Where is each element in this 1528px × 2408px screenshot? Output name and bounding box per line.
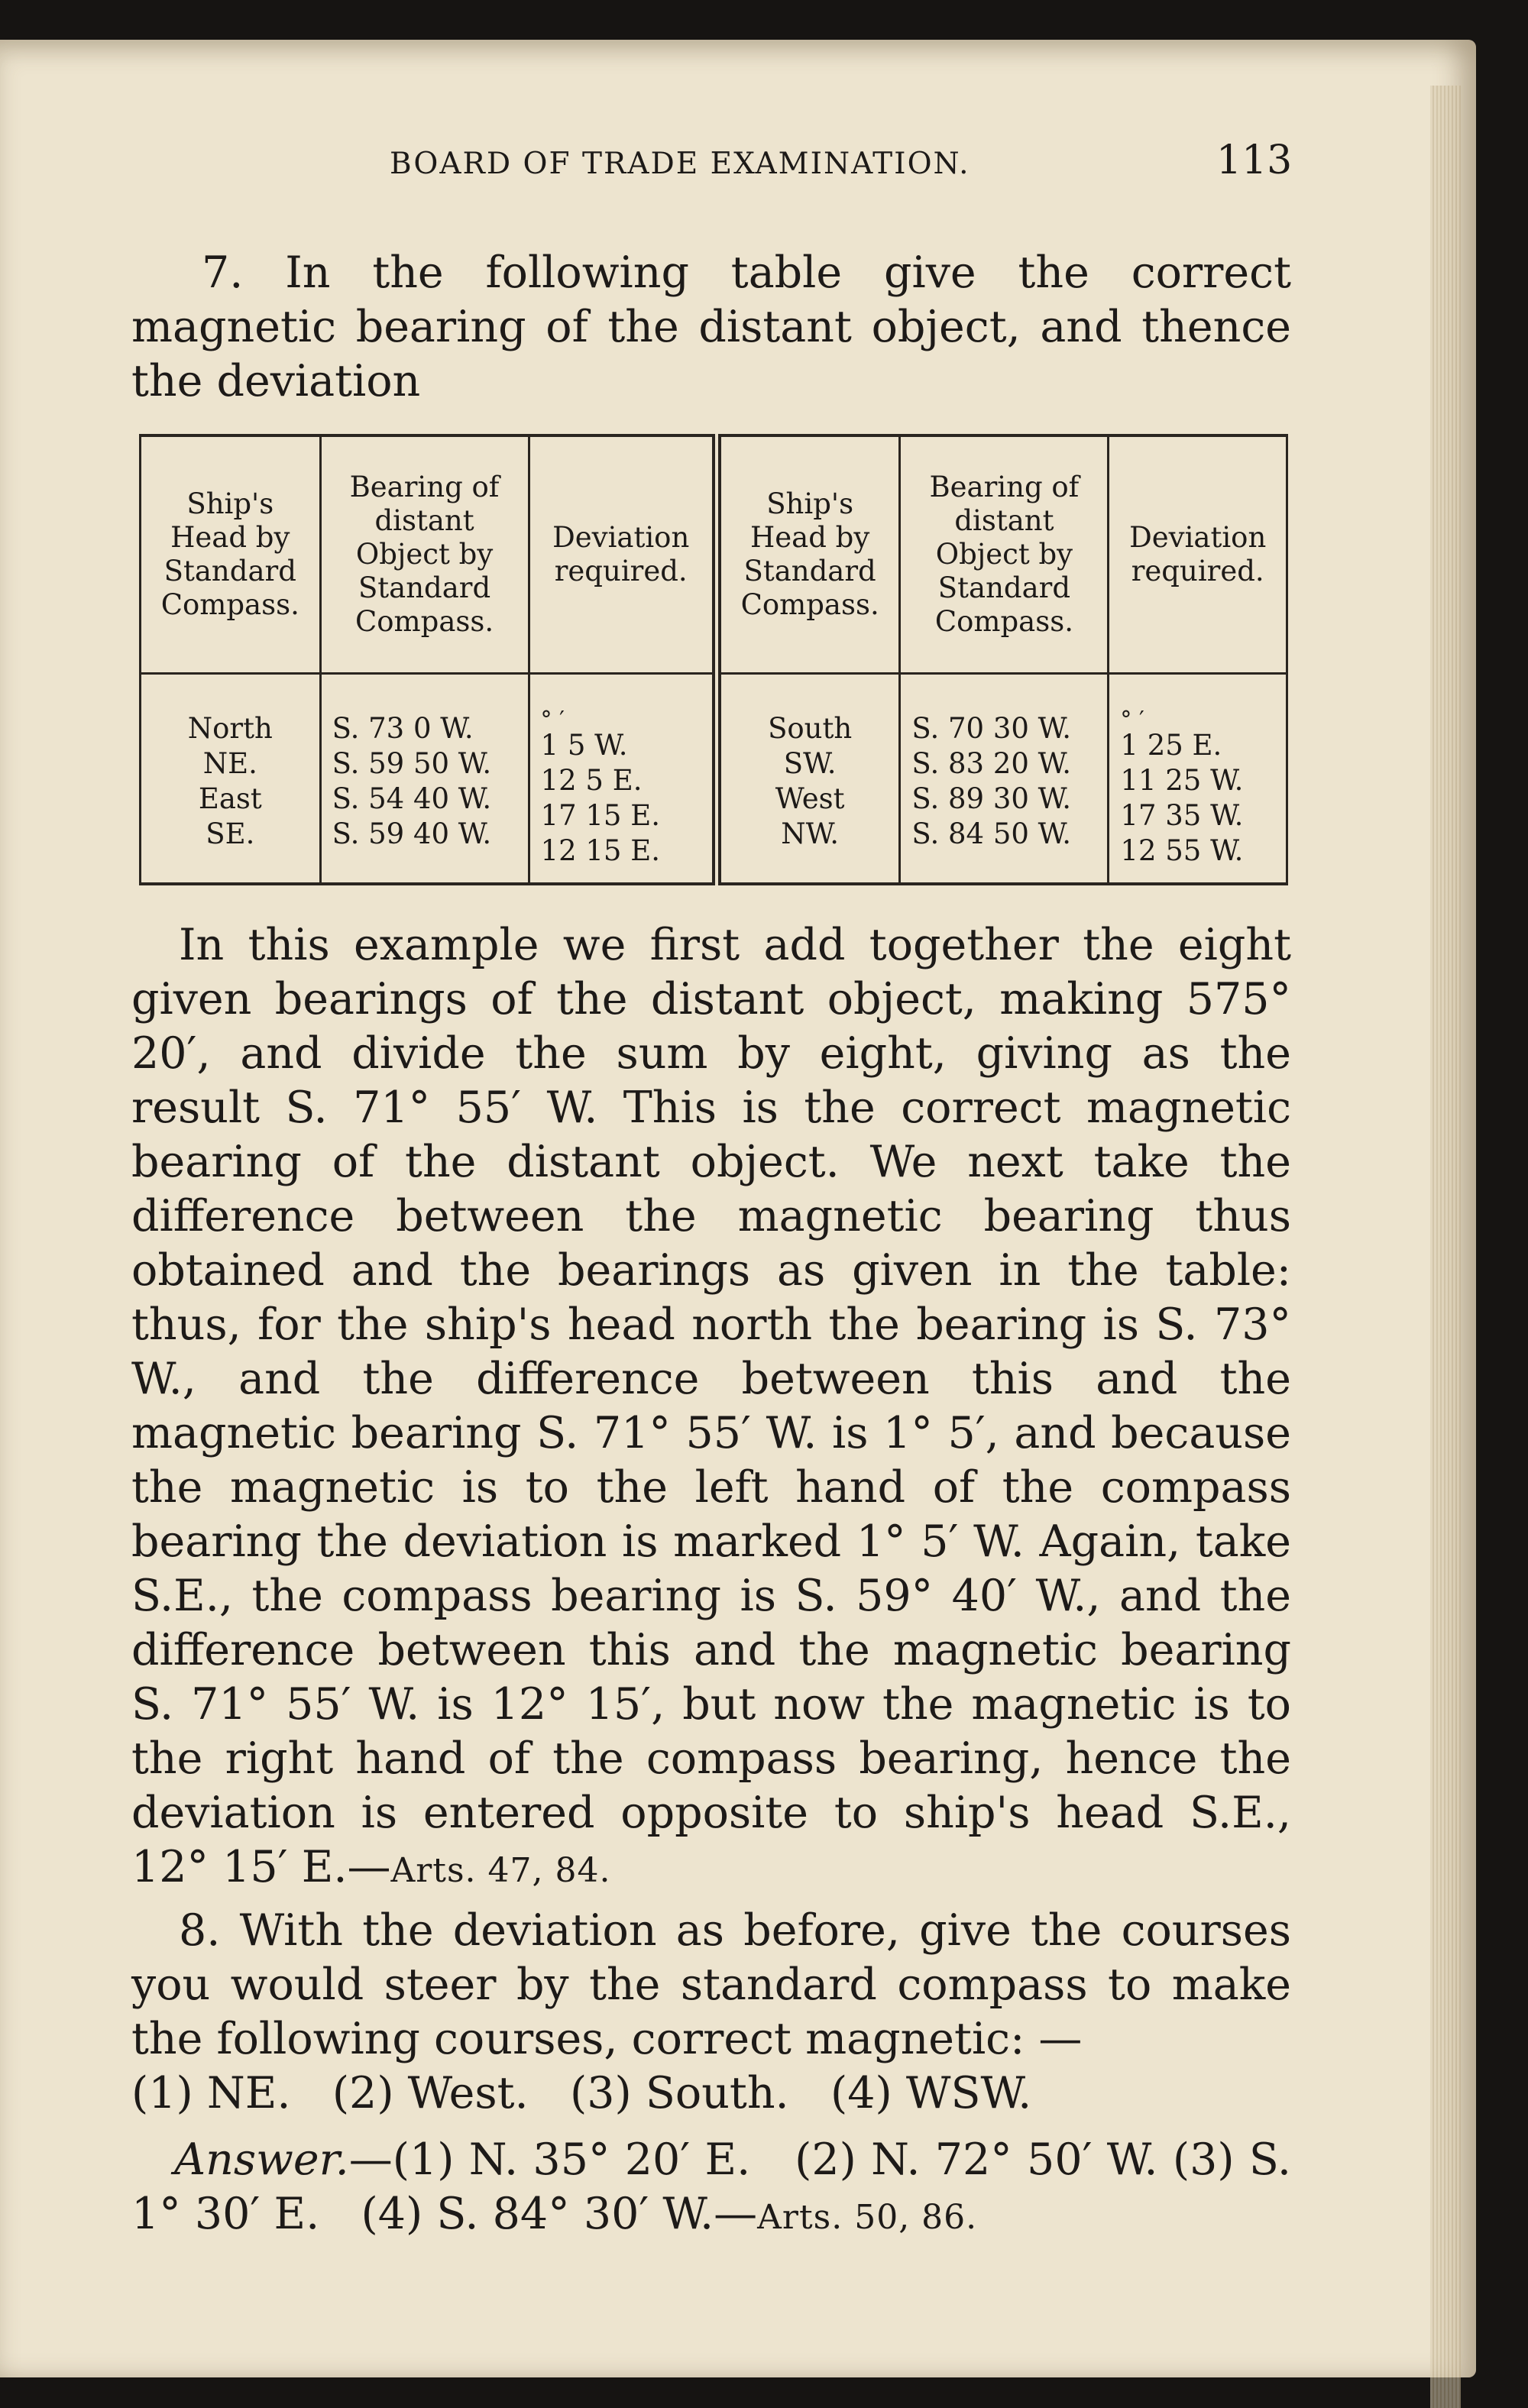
explanation-paragraph: In this example we first add together the eight given bearings of the distant object, making 575° 20′, and divide the sum by eight, giving as the result S. 71° 55′ W. This is the correct magnetic bearing of the distant object. We next take the difference between the magnetic bearing thus obtained and the bearings as given in the table: thus, for the ship's head north the bearing is S. 73° W., and the difference between this and the magnetic bearing S. 71° 55′ W. is 1° 5′, and because the magnetic is to the left hand of the compass bearing the deviation is marked 1° 5′ W. Again, take S.E., the compass bearing is S. 59° 40′ W., and the difference between this and the magnetic bearing S. 71° 55′ W. is 12° 15′, but now the magnetic is to the right hand of the compass bearing, hence the deviation is entered opposite to ship's head S.E., 12° 15′ E.—Arts. 47, 84.: [131, 920, 1291, 1892]
answer-label: Answer.: [174, 2135, 349, 2185]
header-deviation: Deviation required.: [529, 435, 717, 674]
answer-article-reference: Arts. 50, 86.: [757, 2198, 978, 2237]
deviation-table: [139, 434, 1288, 885]
degree-minute-mark-2: ° ′: [1120, 707, 1144, 733]
header-ships-head-2: Ship's Head by Standard Compass.: [717, 435, 900, 674]
header-bearing-2: Bearing of distant Object by Standard Compass.: [900, 435, 1109, 674]
bearing-cell-2: S. 70 30 W. S. 83 20 W. S. 89 30 W. S. 84 50 W.: [900, 674, 1109, 885]
deviation-cell-2: ° ′ 1 25 E. 11 25 W. 17 35 W. 12 55 W.: [1109, 674, 1287, 885]
header-deviation-2: Deviation required.: [1109, 435, 1287, 674]
deviation-cell: ° ′ 1 5 W. 12 5 E. 17 15 E. 12 15 E.: [529, 674, 717, 885]
table-row: [141, 674, 1287, 885]
table-header-row: [141, 435, 1287, 674]
ships-head-cell-2: South SW. West NW.: [717, 674, 900, 885]
page-number: 113: [1216, 138, 1293, 183]
running-head: BOARD OF TRADE EXAMINATION.: [390, 147, 970, 181]
question-8: 8. With the deviation as before, give the courses you would steer by the standard compass to make the following courses, correct magnetic: — (1) NE. (2) West. (3) South. (4) WSW.: [131, 1905, 1291, 2118]
book-page: [0, 40, 1476, 2377]
question-7: 7. In the following table give the correct magnetic bearing of the distant object, and thence the deviation: [131, 248, 1291, 406]
bearing-cell: S. 73 0 W. S. 59 50 W. S. 54 40 W. S. 59 40 W.: [320, 674, 529, 885]
header-ships-head: Ship's Head by Standard Compass.: [141, 435, 321, 674]
course-list: (1) NE. (2) West. (3) South. (4) WSW.: [131, 2068, 1032, 2118]
article-reference: Arts. 47, 84.: [390, 1851, 611, 1890]
header-bearing: Bearing of distant Object by Standard Compass.: [320, 435, 529, 674]
degree-minute-mark: ° ′: [540, 707, 565, 733]
answer-paragraph: Answer.—(1) N. 35° 20′ E. (2) N. 72° 50′ W. (3) S. 1° 30′ E. (4) S. 84° 30′ W.—Arts. 50, 86.: [131, 2135, 1306, 2239]
ships-head-cell: North NE. East SE.: [141, 674, 321, 885]
page-edges: [1430, 86, 1461, 2408]
